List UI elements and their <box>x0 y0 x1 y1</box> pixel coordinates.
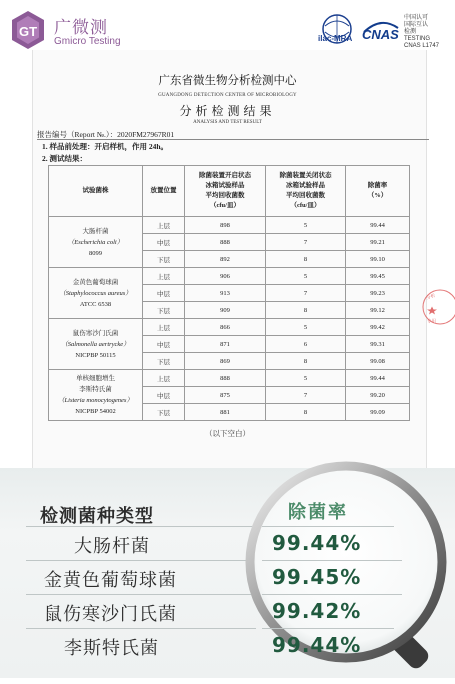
header-on: 除菌装置开启状态 冰箱试验样品 平均回收菌数 （cfu/皿） <box>185 166 266 217</box>
svg-text:分析: 分析 <box>425 293 437 302</box>
table-header-row <box>49 166 410 217</box>
position-cell: 上层 <box>143 319 185 336</box>
blank-below-note: （以下空白） <box>205 429 250 438</box>
summary-header-rate: 除菌率 <box>288 502 348 523</box>
on-count-cell: 892 <box>185 251 266 268</box>
red-seal-stamp <box>420 262 455 352</box>
off-count-cell: 5 <box>266 268 346 285</box>
summary-panel <box>0 468 455 678</box>
header-rate: 除菌率 （%） <box>346 166 410 217</box>
rate-cell: 99.21 <box>346 234 410 251</box>
strain-cell: 金黄色葡萄球菌 （Staphylococcus aureus） ATCC 6538 <box>49 268 143 319</box>
on-count-cell: 875 <box>185 387 266 404</box>
on-count-cell: 909 <box>185 302 266 319</box>
summary-rate-value: 99.44% <box>272 531 362 555</box>
table-row <box>49 217 410 234</box>
table-row <box>49 370 410 387</box>
off-count-cell: 8 <box>266 404 346 421</box>
off-count-cell: 5 <box>266 319 346 336</box>
brand-name-en: Gmicro Testing <box>54 36 121 47</box>
doc-title: 分析检测结果 <box>179 104 276 118</box>
on-count-cell: 898 <box>185 217 266 234</box>
summary-divider <box>26 526 256 527</box>
org-title: 广东省微生物分析检测中心 <box>158 75 297 87</box>
position-cell: 上层 <box>143 370 185 387</box>
off-count-cell: 5 <box>266 217 346 234</box>
summary-divider <box>262 526 394 527</box>
section-pretreatment: 1. 样品前处理：开启样机，作用 24h。 <box>42 142 169 151</box>
position-cell: 下层 <box>143 251 185 268</box>
position-cell: 中层 <box>143 336 185 353</box>
summary-strain-name: 大肠杆菌 <box>74 536 150 557</box>
summary-divider <box>262 594 402 595</box>
rate-cell: 99.23 <box>346 285 410 302</box>
on-count-cell: 866 <box>185 319 266 336</box>
strain-cell: 大肠杆菌 （Escherichia coli） 8099 <box>49 217 143 268</box>
position-cell: 上层 <box>143 268 185 285</box>
summary-strain-name: 鼠伤寒沙门氏菌 <box>44 604 177 625</box>
summary-rate-value: 99.44% <box>272 633 362 657</box>
report-number: 报告编号（Report №.）：2020FM27967R01 <box>37 130 175 139</box>
summary-header-type: 检测菌种类型 <box>40 506 154 527</box>
on-count-cell: 871 <box>185 336 266 353</box>
summary-rate-value: 99.45% <box>272 565 362 589</box>
summary-divider <box>26 560 256 561</box>
rate-cell: 99.45 <box>346 268 410 285</box>
off-count-cell: 8 <box>266 251 346 268</box>
position-cell: 中层 <box>143 234 185 251</box>
header-off: 除菌装置关闭状态 冰箱试验样品 平均回收菌数 （cfu/皿） <box>266 166 346 217</box>
summary-divider <box>262 560 402 561</box>
rate-cell: 99.31 <box>346 336 410 353</box>
rate-cell: 99.10 <box>346 251 410 268</box>
position-cell: 下层 <box>143 302 185 319</box>
table-row <box>49 319 410 336</box>
rate-cell: 99.44 <box>346 217 410 234</box>
rate-cell: 99.42 <box>346 319 410 336</box>
cnas-label: CNAS <box>362 27 399 42</box>
brand-name-cn: 广微测 <box>54 18 108 37</box>
summary-divider <box>26 594 256 595</box>
off-count-cell: 7 <box>266 387 346 404</box>
on-count-cell: 888 <box>185 370 266 387</box>
rate-cell: 99.12 <box>346 302 410 319</box>
on-count-cell: 906 <box>185 268 266 285</box>
summary-divider <box>26 628 256 629</box>
ilac-mra-logo-icon <box>316 14 358 52</box>
strain-cell: 鼠伤寒沙门氏菌 （Salmonella aertrycke） NICPBP 50115 <box>49 319 143 370</box>
on-count-cell: 881 <box>185 404 266 421</box>
on-count-cell: 913 <box>185 285 266 302</box>
header-position: 放置位置 <box>143 166 185 217</box>
on-count-cell: 888 <box>185 234 266 251</box>
summary-rate-value: 99.42% <box>272 599 362 623</box>
results-table <box>48 165 410 421</box>
on-count-cell: 869 <box>185 353 266 370</box>
summary-strain-name: 金黄色葡萄球菌 <box>44 570 177 591</box>
rate-cell: 99.09 <box>346 404 410 421</box>
section-results: 2. 测试结果： <box>42 154 87 163</box>
header-strain: 试验菌株 <box>49 166 143 217</box>
org-subtitle: GUANGDONG DETECTION CENTER OF MICROBIOLOGY <box>158 93 297 98</box>
report-divider <box>37 139 429 140</box>
table-row <box>49 268 410 285</box>
position-cell: 下层 <box>143 353 185 370</box>
rate-cell: 99.44 <box>346 370 410 387</box>
off-count-cell: 8 <box>266 353 346 370</box>
rate-cell: 99.20 <box>346 387 410 404</box>
strain-cell: 单核细胞增生 李斯特氏菌 （Listeria monocytogenes） NICPBP 54002 <box>49 370 143 421</box>
off-count-cell: 6 <box>266 336 346 353</box>
doc-subtitle: ANALYSIS AND TEST RESULT <box>193 120 262 125</box>
summary-strain-name: 李斯特氏菌 <box>64 638 159 659</box>
off-count-cell: 7 <box>266 234 346 251</box>
ilac-mra-label: ilac-MRA <box>318 34 353 43</box>
off-count-cell: 7 <box>266 285 346 302</box>
rate-cell: 99.08 <box>346 353 410 370</box>
position-cell: 中层 <box>143 285 185 302</box>
svg-text:GT: GT <box>18 24 38 39</box>
off-count-cell: 8 <box>266 302 346 319</box>
gmicro-logo-icon <box>10 10 46 50</box>
position-cell: 上层 <box>143 217 185 234</box>
summary-divider <box>262 628 394 629</box>
cnas-side-text: 中国认可 国际互认 检测 TESTING CNAS L1747 <box>404 15 440 49</box>
svg-text:专用: 专用 <box>427 319 436 325</box>
off-count-cell: 5 <box>266 370 346 387</box>
position-cell: 下层 <box>143 404 185 421</box>
position-cell: 中层 <box>143 387 185 404</box>
